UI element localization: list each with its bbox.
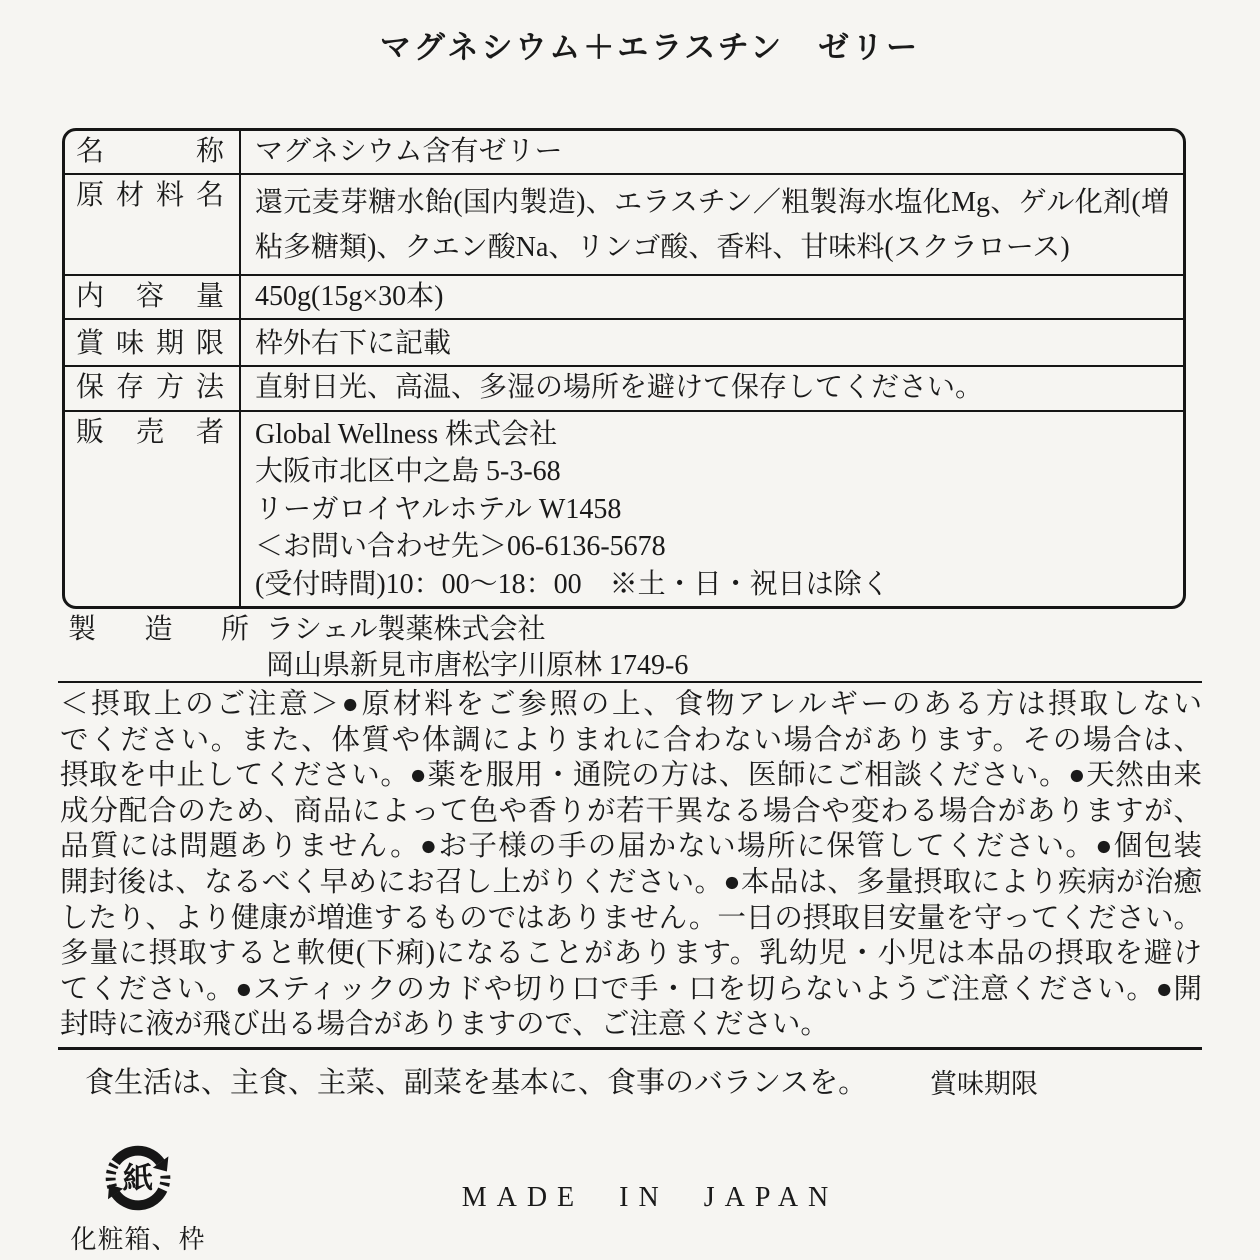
table-row-storage [65, 365, 1183, 410]
manufacturer-address: 岡山県新見市唐松字川原林 1749-6 [266, 650, 689, 681]
row-value-seller [241, 412, 1183, 606]
manufacturer-value [266, 612, 688, 684]
row-value-net-content: 450g(15g×30本) [255, 281, 444, 312]
seller-address: 大阪市北区中之島 5-3-68 [255, 456, 561, 488]
manufacturer-label: 製造所 [68, 614, 250, 645]
row-label-net-content: 内容量 [65, 276, 241, 318]
ingredients-line: 粘多糖類)、クエン酸Na、リンゴ酸、香料、甘味料(スクラロース) [255, 232, 1070, 263]
made-in-japan-text: MADE IN JAPAN [461, 1182, 839, 1213]
precautions-line: てください。●スティックのカドや切り口で手・口を切らないようご注意ください。●開 [60, 973, 1202, 1005]
precautions-line: 摂取を中止してください。●薬を服用・通院の方は、医師にご相談ください。●天然由来 [60, 760, 1202, 792]
precautions-line: したり、より健康が増進するものではありません。一日の摂取目安量を守ってください。 [60, 902, 1202, 934]
precautions-line: 品質には問題ありません。●お子様の手の届かない場所に保管してください。●個包装 [60, 831, 1202, 863]
precautions-line: 開封後は、なるべく早めにお召し上がりください。●本品は、多量摂取により疾病が治癒 [60, 866, 1202, 898]
manufacturer-company: ラシェル製薬株式会社 [266, 614, 546, 645]
row-label-seller: 販売者 [65, 412, 241, 606]
precautions-line: でください。また、体質や体調によりまれに合わない場合があります。その場合は、 [60, 724, 1202, 756]
manufacturer-section [68, 612, 1188, 684]
precautions-line: ＜摂取上のご注意＞●原材料をご参照の上、食物アレルギーのある方は摂取しない [60, 689, 1202, 720]
precautions-line: 多量に摂取すると軟便(下痢)になることがあります。乳幼児・小児は本品の摂取を避け [60, 938, 1202, 970]
table-row-name [65, 131, 1183, 173]
table-row-best-before [65, 318, 1183, 365]
footer-balance-row [62, 1060, 1202, 1100]
precautions-line: 成分配合のため、商品によって色や香りが若干異なる場合や変わる場合がありますが、 [60, 795, 1202, 827]
spec-table [62, 128, 1186, 609]
seller-contact-hours: (受付時間)10：00～18：00 ※土・日・祝日は除く [255, 568, 890, 600]
table-row-ingredients [65, 173, 1183, 274]
precautions-line: 封時に液が飛び出る場合がありますので、ご注意ください。 [60, 1009, 829, 1041]
table-row-seller [65, 410, 1183, 606]
row-label-ingredients: 原材料名 [65, 175, 241, 274]
recycle-caption: 化粧箱、枠 [70, 1225, 206, 1254]
table-row-net-content [65, 274, 1183, 318]
row-label-storage: 保存方法 [65, 367, 241, 410]
row-value-name: マグネシウム含有ゼリー [255, 136, 563, 167]
precautions-section [60, 687, 1202, 1043]
row-value-storage: 直射日光、高温、多湿の場所を避けて保存してください。 [255, 372, 984, 403]
ingredients-line: 還元麦芽糖水飴(国内製造)、エラスチン／粗製海水塩化Mg、ゲル化剤(増 [255, 187, 1169, 218]
dietary-balance-note: 食生活は、主食、主菜、副菜を基本に、食事のバランスを。 [85, 1067, 868, 1099]
divider-above-precautions [58, 681, 1202, 683]
expiry-date-label: 賞味期限 [930, 1069, 1038, 1099]
seller-company: Global Wellness 株式会社 [255, 419, 558, 450]
product-title: マグネシウム＋エラスチン ゼリー [379, 30, 921, 65]
row-label-best-before: 賞味期限 [65, 320, 241, 365]
divider-above-footer [58, 1047, 1202, 1050]
row-value-ingredients [241, 175, 1183, 274]
recycle-mark-kanji: 紙 [122, 1161, 154, 1196]
row-label-name: 名称 [65, 131, 241, 173]
seller-contact-phone: ＜お問い合わせ先＞06-6136-5678 [255, 531, 666, 563]
row-value-best-before: 枠外右下に記載 [255, 328, 452, 359]
seller-building: リーガロイヤルホテル W1458 [255, 493, 622, 525]
